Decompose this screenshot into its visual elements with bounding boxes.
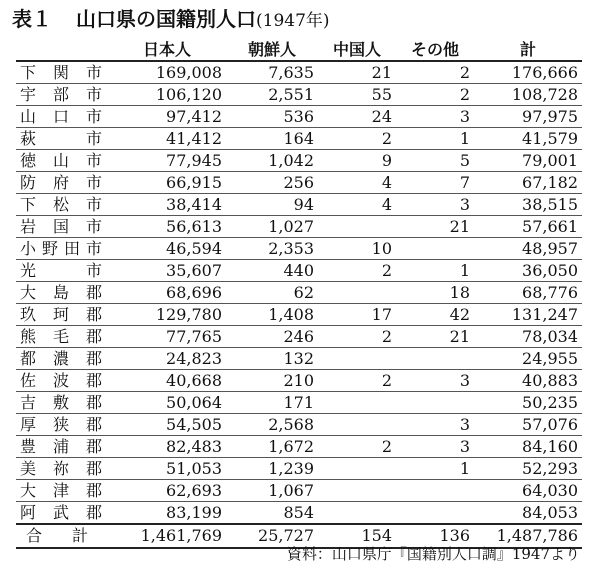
table-cell: 1,672 [226, 436, 318, 458]
table-cell: 2,353 [226, 238, 318, 260]
table-cell [318, 282, 396, 304]
table-cell [318, 414, 396, 436]
table-cell: 50,064 [108, 392, 226, 414]
table-cell: 24,955 [474, 348, 582, 370]
table-cell: 2 [318, 370, 396, 392]
table-row [16, 326, 582, 348]
table-cell: 67,182 [474, 172, 582, 194]
table-cell: 48,957 [474, 238, 582, 260]
region-name: 光市 [16, 260, 108, 282]
region-name: 熊毛郡 [16, 326, 108, 348]
table-cell: 2 [318, 128, 396, 150]
table-row [16, 458, 582, 480]
table-cell: 108,728 [474, 84, 582, 106]
table-cell: 4 [318, 194, 396, 216]
table-cell: 77,945 [108, 150, 226, 172]
population-table [16, 37, 582, 549]
table-cell: 97,975 [474, 106, 582, 128]
table-cell: 210 [226, 370, 318, 392]
table-row [16, 260, 582, 282]
table-row [16, 414, 582, 436]
region-name: 阿武郡 [16, 502, 108, 525]
table-cell: 84,160 [474, 436, 582, 458]
table-cell: 52,293 [474, 458, 582, 480]
table-cell: 1 [396, 260, 474, 282]
total-cell: 25,727 [226, 524, 318, 548]
table-cell: 57,076 [474, 414, 582, 436]
table-cell [396, 480, 474, 502]
table-cell: 1,067 [226, 480, 318, 502]
table-row [16, 436, 582, 458]
table-cell: 1 [396, 128, 474, 150]
table-row [16, 128, 582, 150]
table-row [16, 348, 582, 370]
table-cell: 132 [226, 348, 318, 370]
table-cell: 169,008 [108, 61, 226, 84]
table-cell: 164 [226, 128, 318, 150]
total-cell: 136 [396, 524, 474, 548]
table-cell: 68,696 [108, 282, 226, 304]
table-cell: 1,027 [226, 216, 318, 238]
table-cell: 1,239 [226, 458, 318, 480]
header-row [16, 37, 582, 61]
header-cell-korean: 朝鮮人 [226, 37, 318, 61]
region-name: 佐波郡 [16, 370, 108, 392]
table-cell: 56,613 [108, 216, 226, 238]
header-cell-region [16, 37, 108, 61]
table-row [16, 106, 582, 128]
table-cell: 131,247 [474, 304, 582, 326]
table-title [12, 4, 330, 34]
table-cell: 46,594 [108, 238, 226, 260]
table-cell: 1,408 [226, 304, 318, 326]
table-cell: 246 [226, 326, 318, 348]
table-cell: 2 [318, 436, 396, 458]
table-cell: 42 [396, 304, 474, 326]
table-row [16, 61, 582, 84]
table-cell [318, 216, 396, 238]
table-cell: 38,414 [108, 194, 226, 216]
region-name: 吉敷郡 [16, 392, 108, 414]
table-cell: 38,515 [474, 194, 582, 216]
table-cell: 57,661 [474, 216, 582, 238]
table-cell: 7,635 [226, 61, 318, 84]
table-cell [318, 348, 396, 370]
total-label: 合計 [16, 524, 108, 548]
table-cell: 2 [396, 84, 474, 106]
table-cell: 3 [396, 414, 474, 436]
table-cell [318, 392, 396, 414]
table-cell: 854 [226, 502, 318, 525]
table-cell: 97,412 [108, 106, 226, 128]
table-cell: 51,053 [108, 458, 226, 480]
table-title-text: 山口県の国籍別人口 [76, 7, 256, 31]
region-name: 大島郡 [16, 282, 108, 304]
header-cell-total: 計 [474, 37, 582, 61]
table-cell: 40,668 [108, 370, 226, 392]
table-cell: 10 [318, 238, 396, 260]
region-name: 萩市 [16, 128, 108, 150]
table-cell: 256 [226, 172, 318, 194]
table-cell: 41,412 [108, 128, 226, 150]
table-cell: 54,505 [108, 414, 226, 436]
table-cell: 68,776 [474, 282, 582, 304]
table-title-year: (1947年) [256, 11, 330, 31]
table-row [16, 194, 582, 216]
table-cell: 55 [318, 84, 396, 106]
table-cell: 3 [396, 436, 474, 458]
table-cell: 3 [396, 370, 474, 392]
table-cell [396, 392, 474, 414]
table-cell: 1 [396, 458, 474, 480]
table-row [16, 84, 582, 106]
table-cell: 77,765 [108, 326, 226, 348]
header-cell-other: その他 [396, 37, 474, 61]
table-cell: 21 [318, 61, 396, 84]
table-row [16, 172, 582, 194]
table-cell [318, 458, 396, 480]
table-cell: 21 [396, 216, 474, 238]
table-cell: 84,053 [474, 502, 582, 525]
region-name: 宇部市 [16, 84, 108, 106]
table-cell: 171 [226, 392, 318, 414]
table-cell: 5 [396, 150, 474, 172]
table-cell: 35,607 [108, 260, 226, 282]
table-row [16, 304, 582, 326]
header-cell-japanese: 日本人 [108, 37, 226, 61]
table-body [16, 61, 582, 524]
table-cell: 7 [396, 172, 474, 194]
table-row [16, 502, 582, 525]
table-row [16, 480, 582, 502]
table-cell: 2,551 [226, 84, 318, 106]
table-cell: 64,030 [474, 480, 582, 502]
table-cell: 82,483 [108, 436, 226, 458]
table-cell: 62,693 [108, 480, 226, 502]
table-cell: 3 [396, 106, 474, 128]
table-cell: 3 [396, 194, 474, 216]
region-name: 小野田市 [16, 238, 108, 260]
source-note: 資料：山口県庁『国籍別人口調』1947より [286, 545, 580, 563]
region-name: 下関市 [16, 61, 108, 84]
table-number: 表１ [12, 7, 52, 31]
region-name: 下松市 [16, 194, 108, 216]
table-cell [318, 502, 396, 525]
table-cell: 18 [396, 282, 474, 304]
table-cell: 41,579 [474, 128, 582, 150]
table-cell: 2,568 [226, 414, 318, 436]
table-cell: 83,199 [108, 502, 226, 525]
table-cell: 21 [396, 326, 474, 348]
region-name: 大津郡 [16, 480, 108, 502]
total-cell: 154 [318, 524, 396, 548]
table-cell: 50,235 [474, 392, 582, 414]
header-cell-chinese: 中国人 [318, 37, 396, 61]
table-cell: 40,883 [474, 370, 582, 392]
total-cell: 1,487,786 [474, 524, 582, 548]
table-cell: 129,780 [108, 304, 226, 326]
region-name: 防府市 [16, 172, 108, 194]
table-cell: 9 [318, 150, 396, 172]
table-cell: 62 [226, 282, 318, 304]
table-row [16, 282, 582, 304]
table-cell: 2 [396, 61, 474, 84]
table-cell [396, 502, 474, 525]
table-cell: 17 [318, 304, 396, 326]
table-cell: 24 [318, 106, 396, 128]
table-cell: 1,042 [226, 150, 318, 172]
region-name: 岩国市 [16, 216, 108, 238]
table-cell: 78,034 [474, 326, 582, 348]
table-row [16, 150, 582, 172]
table-cell [396, 348, 474, 370]
region-name: 都濃郡 [16, 348, 108, 370]
table-cell: 36,050 [474, 260, 582, 282]
table-cell: 4 [318, 172, 396, 194]
region-name: 豊浦郡 [16, 436, 108, 458]
table-cell: 94 [226, 194, 318, 216]
region-name: 玖珂郡 [16, 304, 108, 326]
table-row [16, 238, 582, 260]
table-cell [396, 238, 474, 260]
region-name: 山口市 [16, 106, 108, 128]
table-cell: 106,120 [108, 84, 226, 106]
table-cell: 66,915 [108, 172, 226, 194]
region-name: 徳山市 [16, 150, 108, 172]
table-cell: 536 [226, 106, 318, 128]
region-name: 美祢郡 [16, 458, 108, 480]
table-row [16, 216, 582, 238]
table-row [16, 392, 582, 414]
table-cell: 2 [318, 260, 396, 282]
table-cell: 2 [318, 326, 396, 348]
table-cell [318, 480, 396, 502]
table-cell: 24,823 [108, 348, 226, 370]
table-cell: 440 [226, 260, 318, 282]
total-cell: 1,461,769 [108, 524, 226, 548]
region-name: 厚狭郡 [16, 414, 108, 436]
table-cell: 79,001 [474, 150, 582, 172]
table-row [16, 370, 582, 392]
table-cell: 176,666 [474, 61, 582, 84]
